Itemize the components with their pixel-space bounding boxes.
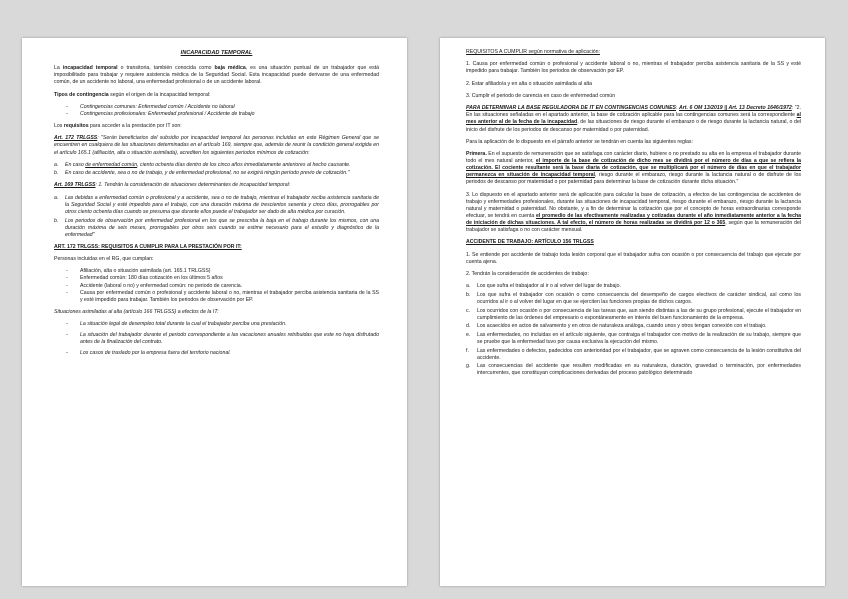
- assimilated-situations-heading: Situaciones asimiladas al alta (artículo 166 TRLGSS) a efectos de la IT:: [54, 308, 219, 315]
- contingency-types-heading: Tipos de contingencia según el origen de la incapacidad temporal:: [54, 91, 211, 98]
- list-item: - Los casos de traslado por la empresa fuera del territorio nacional.: [54, 350, 379, 357]
- persons-included-text: Personas incluidas en el RG, que cumplan:: [54, 256, 154, 263]
- requirements-intro: Los requisitos para acceder a la prestación por IT son:: [54, 123, 182, 130]
- list-item: - Contingencias profesionales: Enfermedad profesional / Accidente de trabajo: [54, 111, 379, 118]
- art-172-paragraph: Art. 172 TRLGSS: "Serán beneficiarios del subsidio por incapacidad temporal las personas incluidas en este Régimen General que se encuentren en cualquiera de las situaciones determinadas en el artículo 169, siempre que, además de reunir la condición general exigida en el artículo 165.1 (afiliación, alta o situación asimilada), acrediten los siguientes periodos mínimos de cotización:: [54, 135, 379, 156]
- intro-paragraph: La incapacidad temporal o transitoria, también conocida como baja médica, es una situación puntual de un trabajador que está imposibilitado para trabajar y requiere asistencia médica de la Seguridad Social. Esta incapacidad puede derivarse de una enfermedad común, de un accidente no laboral, una enfermedad profesional o de un accidente laboral.: [54, 65, 380, 86]
- document-page-1: [22, 38, 407, 586]
- rule-3-paragraph: 3. Lo dispuesto en el apartado anterior será de aplicación para calcular la base de cotización, a efectos de las contingencias de accidentes de trabajo y enfermedades profesionales, durante las situaciones de incapacidad temporal, riesgo durante el embarazo, riesgo durante la lactancia natural y maternidad o paternidad. No obstante, y a fin de determinar la cotización que por el concepto de horas extraordinarias corresponde efectuar, se tendrá en cuenta el promedio de las efectivamente realizadas y cotizadas durante el año inmediatamente anterior a la fecha de iniciación de dichas situaciones. A tal efecto, el número de horas realizadas se dividirá por 12 o 365, según que la remuneración del trabajador se satisfaga o no con carácter mensual.: [466, 191, 802, 234]
- list-item: - Enfermedad común: 180 días cotización en los últimos 5 años: [54, 275, 379, 282]
- requirement-1: 1. Causa por enfermedad común o profesional y accidente laboral o no, mientras el trabajador perciba asistencia sanitaria de la SS y esté impedido para trabajar. También los periodos de observación por EP.: [466, 61, 801, 75]
- list-item: a. Los que sufra el trabajador al ir o al volver del lugar de trabajo.: [466, 283, 621, 290]
- list-item: b. Los que sufra el trabajador con ocasión o como consecuencia del desempeño de cargos electivos de carácter sindical, así como los ocurridos al ir o al volver del lugar en que se ejerciten las funciones propias de dichos cargos.: [466, 292, 801, 306]
- page-title: INCAPACIDAD TEMPORAL: [180, 50, 253, 56]
- list-item: b. Los periodos de observación por enfermedad profesional en los que se prescriba la baja en el trabajo durante los mismos, con una duración máxima de seis meses, prorrogables por otros seis cuando se estime necesario para el estudio y diagnóstico de la enfermedad": [54, 217, 379, 238]
- assimilated-situations-list: [54, 321, 379, 357]
- list-item: a. En caso de enfermedad común, ciento ochenta días dentro de los cinco años inmediatamente anteriores al hecho causante.: [54, 161, 351, 168]
- art-169-list: [54, 195, 379, 239]
- application-rules-text: Para la aplicación de lo dispuesto en el párrafo anterior se tendrán en cuenta las siguientes reglas:: [466, 138, 693, 145]
- list-item: - La situación legal de desempleo total durante la cual el trabajador perciba una prestación.: [54, 321, 379, 328]
- list-item: - La situación del trabajador durante el periodo correspondiente a las vacaciones anuales retribuidas que este no haya disfrutado antes de la finalización del contrato.: [54, 332, 379, 346]
- primera-rule-paragraph: Primera. En el supuesto de remuneración que se satisfaga con carácter diario, hubiere o no prestado su alta en la empresa el trabajador durante todo el mes natural anterior, el importe de la base de cotización de dicho mes se dividirá por el número de días a que se refiera la cotización. El cociente resultante será la base diaria de cotización, que se multiplicará por el número de días en que el trabajador permanezca en situación de incapacidad temporal, riesgo durante el embarazo, riesgo durante la lactancia natural o de disfrute de los periodos de descanso por maternidad o por paternidad para determinar la base de cotización durante dicha situación.": [466, 151, 801, 186]
- requirement-3: 3. Cumplir el periodo de carencia en caso de enfermedad común: [466, 92, 616, 99]
- list-item: e. Las enfermedades, no incluidas en el artículo siguiente, que contraiga el trabajador con motivo de la realización de su trabajo, siempre que se pruebe que la enfermedad tuvo por causa exclusiva la ejecución del mismo.: [466, 331, 801, 346]
- work-accident-list: [466, 283, 801, 377]
- persons-requirements-list: [54, 268, 379, 303]
- art-172-requirements-heading: ART. 172 TRLGSS: REQUISITOS A CUMPLIR PARA LA PRESTACIÓN POR IT:: [54, 243, 242, 250]
- requirements-heading: REQUISITOS A CUMPLIR según normativa de aplicación:: [466, 49, 600, 55]
- list-item: - Afiliación, alta o situación asimilada (art. 165.1 TRLGSS): [54, 268, 379, 275]
- list-item: - Accidente (laboral o no) y enfermedad común: no periodo de carencia.: [54, 283, 379, 290]
- contingency-types-list: [54, 104, 379, 118]
- list-item: a. Las debidas a enfermedad común o profesional y a accidente, sea o no de trabajo, mientras el trabajador reciba asistencia sanitaria de la Seguridad Social y esté impedido para el trabajo, con una duración máxima de trescientos sesenta y cinco días, prorrogables por otros ciento ochenta días cuando se presuma que durante ellos puede el trabajador ser dado de alta médica por curación.: [54, 194, 379, 215]
- list-item: b. En caso de accidente, sea o no de trabajo, y de enfermedad profesional, no se exigirá ningún período previo de cotización.": [54, 170, 350, 177]
- work-accident-def-1: 1. Se entiende por accidente de trabajo toda lesión corporal que el trabajador sufra con ocasión o por consecuencia del trabajo que ejecute por cuenta ajena.: [466, 251, 801, 265]
- list-item: c. Los ocurridos con ocasión o por consecuencia de las tareas que, aun siendo distintas a las de su grupo profesional, ejecute el trabajador en cumplimiento de las órdenes del empresario o espontáneamente en interés del buen funcionamiento de la empresa.: [466, 307, 801, 321]
- list-item: g. Las consecuencias del accidente que resulten modificadas en su naturaleza, duración, gravedad o terminación, por enfermedades intercurrentes, que constituyan complicaciones derivadas del proceso patológico determinado: [466, 363, 801, 377]
- document-page-2: [440, 38, 825, 586]
- work-accident-heading: ACCIDENTE DE TRABAJO: ARTÍCULO 156 TRLGSS: [466, 239, 594, 246]
- base-reguladora-paragraph: PARA DETERMINAR LA BASE REGULADORA DE IT EN CONTINGENCIAS COMUNES: Art. 6 OM 13/2019 || Art. 13 Decreto 1646/1972: "2. En las situaciones señaladas en el apartado anterior, la base de cotización aplicable para las contingencias comunes será la correspondiente al mes anterior al de la fecha de la incapacidad, de las situaciones de riesgo durante el embarazo o de riesgo durante la lactancia natural, o del inicio del disfrute de los periodos de descanso por maternidad o por paternidad.: [466, 105, 801, 133]
- art-172-list: [54, 162, 379, 178]
- art-169-paragraph: Art. 169 TRLGSS: 1. Tendrán la consideración de situaciones determinantes de incapacidad temporal:: [54, 182, 291, 189]
- requirement-2: 2. Estar afiliado/a y en alta o situación asimilada al alta: [466, 80, 593, 87]
- work-accident-def-2: 2. Tendrán la consideración de accidentes de trabajo:: [466, 271, 589, 278]
- list-item: f. Las enfermedades o defectos, padecidos con anterioridad por el trabajador, que se agraven como consecuencia de la lesión constitutiva del accidente.: [466, 347, 801, 361]
- list-item: - Causa por enfermedad común o profesional y accidente laboral o no, mientras el trabajador perciba asistencia sanitaria de la SS y esté impedido para trabajar. También los periodos de observación por EP.: [54, 290, 379, 304]
- list-item: d. Los acaecidos en actos de salvamento y en otros de naturaleza análoga, cuando unos y otros tengan conexión con el trabajo.: [466, 323, 767, 330]
- list-item: - Contingencias comunes: Enfermedad común / Accidente no laboral: [54, 104, 379, 111]
